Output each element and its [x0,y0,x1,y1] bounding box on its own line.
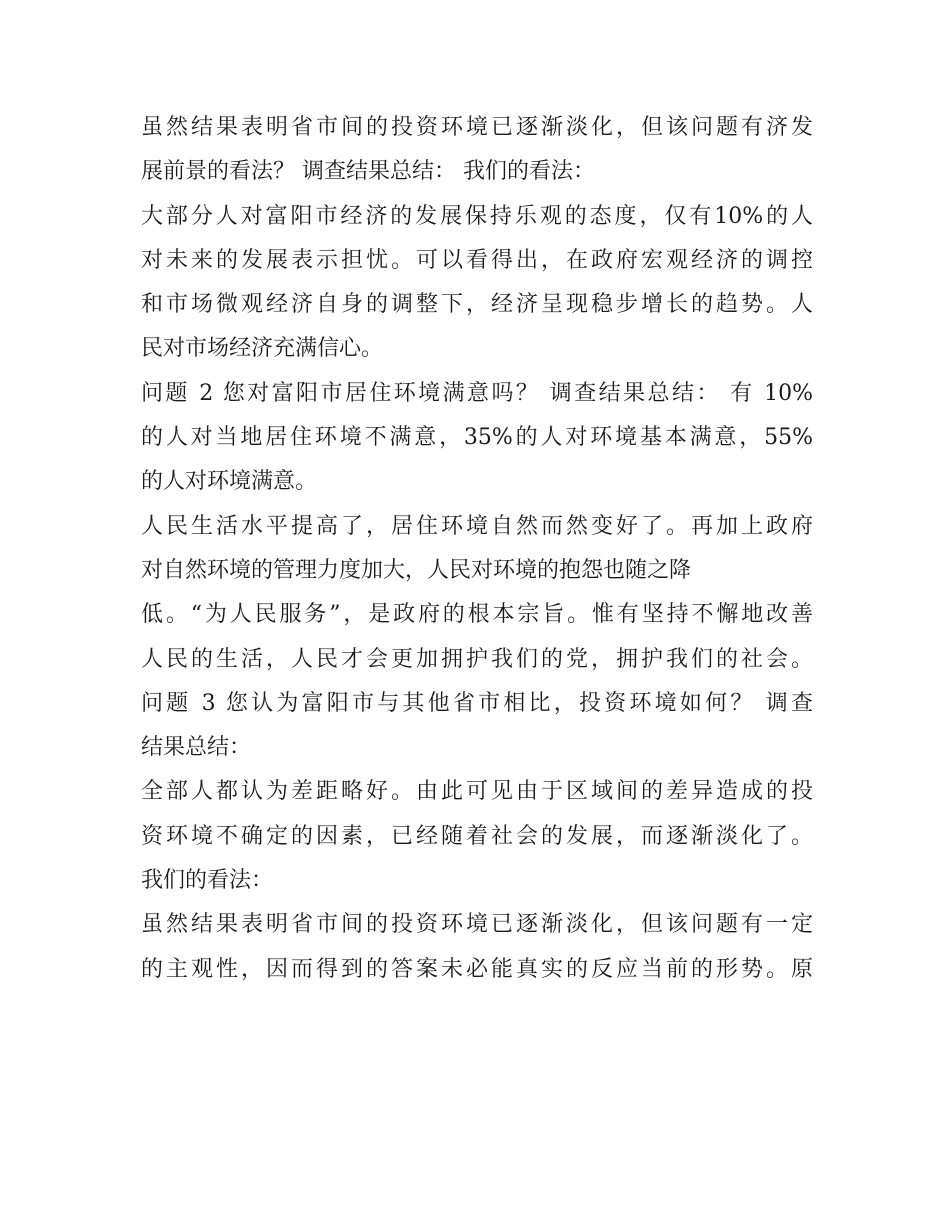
text-line: 全部人都认为差距略好。由此可见由于区域间的差异造成的投 [141,779,813,805]
text-line: 人民的生活，人民才会更加拥护我们的党，拥护我们的社会。 [141,646,813,672]
text-line: 大部分人对富阳市经济的发展保持乐观的态度，仅有10%的人 [141,203,813,229]
text-line: 虽然结果表明省市间的投资环境已逐渐淡化，但该问题有济发 [141,115,813,140]
text-line: 我们的看法： [141,868,274,894]
document-body [141,106,813,992]
text-line: 虽然结果表明省市间的投资环境已逐渐淡化，但该问题有一定 [141,912,813,938]
text-line: 对自然环境的管理力度加大，人民对环境的抱怨也随之降 [141,557,692,583]
text-line: 和市场微观经济自身的调整下，经济呈现稳步增长的趋势。人 [141,292,813,318]
text-line: 的人对环境满意。 [141,469,318,495]
text-line: 对未来的发展表示担忧。可以看得出，在政府宏观经济的调控 [141,247,813,273]
text-line: 结果总结： [141,735,252,761]
text-line: 民对市场经济充满信心。 [141,336,384,362]
text-line: 问题 3 您认为富阳市与其他省市相比，投资环境如何？ 调查 [141,690,813,716]
text-line: 展前景的看法？ 调查结果总结： 我们的看法： [141,159,595,185]
text-line: 人民生活水平提高了，居住环境自然而然变好了。再加上政府 [141,513,813,539]
text-line: 资环境不确定的因素，已经随着社会的发展，而逐渐淡化了。 [141,823,813,849]
text-line: 的主观性，因而得到的答案未必能真实的反应当前的形势。原 [141,956,813,982]
text-line: 的人对当地居住环境不满意，35%的人对环境基本满意，55% [141,425,813,451]
text-line: 问题 2 您对富阳市居住环境满意吗？ 调查结果总结： 有 10% [141,380,813,406]
text-line: 低。“为人民服务”，是政府的根本宗旨。惟有坚持不懈地改善 [141,602,813,628]
